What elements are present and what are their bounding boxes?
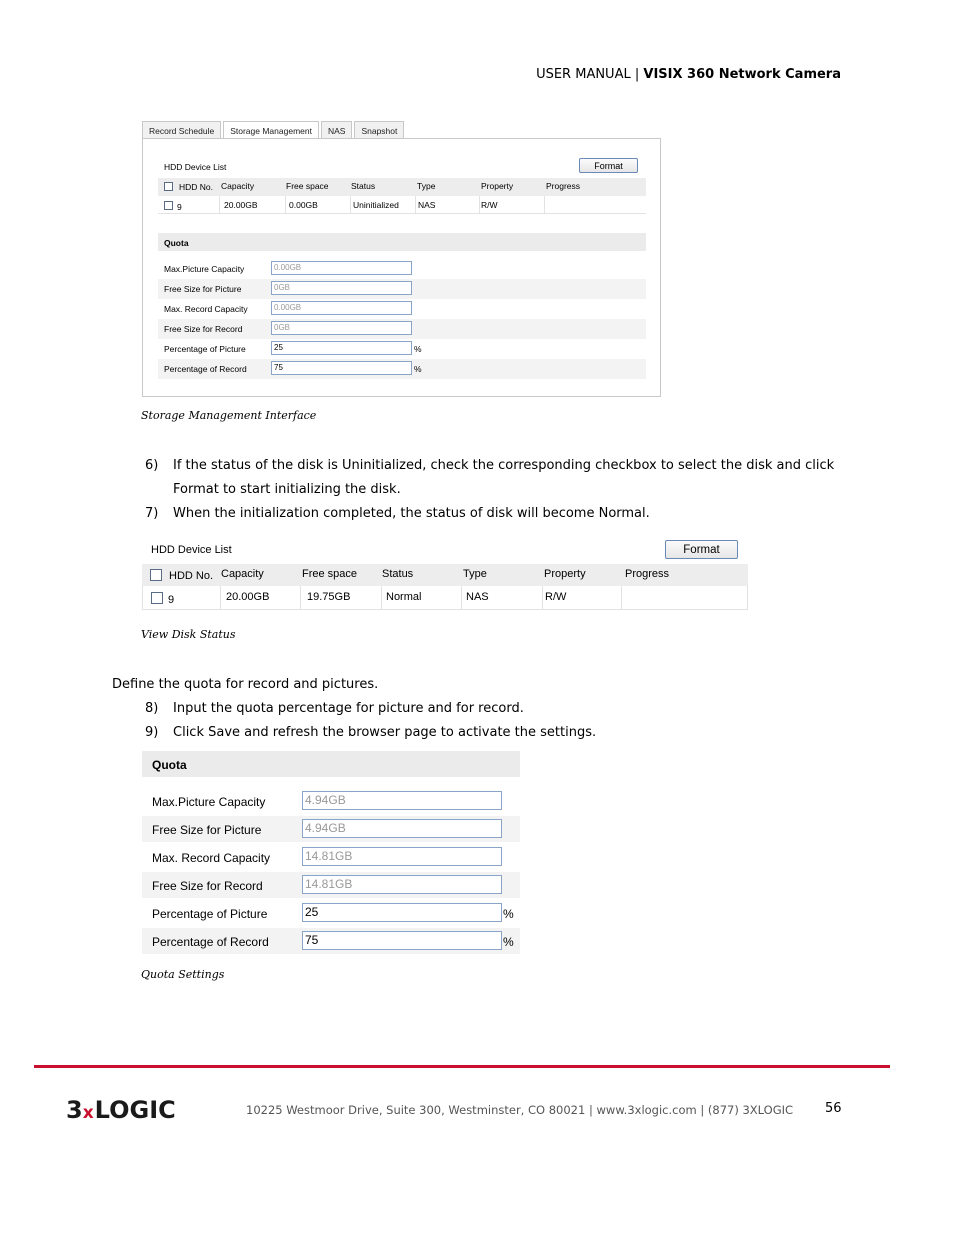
logo-x: x bbox=[82, 1103, 94, 1123]
quota-row bbox=[158, 259, 646, 279]
hdd-row-checkbox[interactable] bbox=[164, 201, 173, 210]
row-capacity: 20.00GB bbox=[226, 591, 270, 603]
row-type: NAS bbox=[418, 200, 436, 210]
quota-row bbox=[158, 319, 646, 339]
quota-row bbox=[158, 359, 646, 379]
quota-label: Percentage of Record bbox=[164, 364, 247, 374]
logo-word: LOGIC bbox=[94, 1096, 176, 1124]
footer-divider bbox=[34, 1065, 890, 1068]
step-number: 6) bbox=[145, 458, 159, 473]
max-record-capacity-field[interactable]: 0.00GB bbox=[271, 301, 412, 315]
hdd-table-header bbox=[158, 178, 646, 196]
caption-view-disk-status: View Disk Status bbox=[141, 628, 236, 641]
quota-row bbox=[142, 928, 520, 954]
free-size-picture-field[interactable]: 4.94GB bbox=[302, 819, 502, 838]
max-picture-capacity-field[interactable]: 0.00GB bbox=[271, 261, 412, 275]
page-number: 56 bbox=[825, 1101, 842, 1116]
quota-label: Free Size for Record bbox=[152, 879, 263, 893]
quota-settings-panel bbox=[142, 751, 520, 954]
hdd-table-header bbox=[142, 564, 748, 586]
max-picture-capacity-field[interactable]: 4.94GB bbox=[302, 791, 502, 810]
quota-row bbox=[142, 816, 520, 842]
step-number: 7) bbox=[145, 506, 159, 521]
quota-intro: Define the quota for record and pictures. bbox=[112, 677, 379, 692]
max-record-capacity-field[interactable]: 14.81GB bbox=[302, 847, 502, 866]
quota-label: Max.Picture Capacity bbox=[152, 795, 266, 809]
percent-unit: % bbox=[503, 907, 514, 921]
storage-tabs bbox=[142, 121, 406, 139]
page-header bbox=[536, 67, 841, 82]
quota-row bbox=[142, 844, 520, 870]
col-free-space: Free space bbox=[286, 181, 329, 191]
free-size-record-field[interactable]: 0GB bbox=[271, 321, 412, 335]
quota-label: Free Size for Picture bbox=[164, 284, 242, 294]
quota-row bbox=[142, 872, 520, 898]
row-type: NAS bbox=[466, 591, 489, 603]
quota-section-title: Quota bbox=[158, 233, 646, 251]
company-logo bbox=[66, 1096, 176, 1124]
quota-label: Percentage of Picture bbox=[152, 907, 268, 921]
col-capacity: Capacity bbox=[221, 568, 264, 580]
free-size-record-field[interactable]: 14.81GB bbox=[302, 875, 502, 894]
quota-label: Max.Picture Capacity bbox=[164, 264, 245, 274]
tab-nas[interactable]: NAS bbox=[321, 121, 352, 139]
tab-storage-management[interactable]: Storage Management bbox=[223, 121, 319, 140]
row-status: Normal bbox=[386, 591, 422, 603]
tab-snapshot[interactable]: Snapshot bbox=[354, 121, 404, 139]
step-text: Click Save and refresh the browser page to activate the settings. bbox=[173, 725, 597, 740]
row-capacity: 20.00GB bbox=[224, 200, 258, 210]
row-property: R/W bbox=[481, 200, 498, 210]
quota-label: Percentage of Record bbox=[152, 935, 269, 949]
format-button[interactable]: Format bbox=[579, 158, 638, 173]
col-capacity: Capacity bbox=[221, 181, 255, 191]
quota-section-title: Quota bbox=[142, 751, 520, 777]
col-status: Status bbox=[351, 181, 376, 191]
quota-label: Free Size for Record bbox=[164, 324, 243, 334]
row-free-space: 0.00GB bbox=[289, 200, 318, 210]
row-property: R/W bbox=[545, 591, 567, 603]
step-number: 8) bbox=[145, 701, 159, 716]
col-property: Property bbox=[481, 181, 514, 191]
percent-unit: % bbox=[414, 364, 422, 374]
header-separator: | bbox=[634, 67, 640, 82]
header-prefix: USER MANUAL bbox=[536, 67, 631, 82]
quota-label: Max. Record Capacity bbox=[152, 851, 271, 865]
hdd-device-list-panel bbox=[142, 537, 748, 610]
percentage-picture-input[interactable]: 25 bbox=[271, 341, 412, 355]
col-property: Property bbox=[544, 568, 586, 580]
caption-quota-settings: Quota Settings bbox=[141, 968, 225, 981]
table-row bbox=[142, 586, 748, 610]
col-hdd-no: HDD No. bbox=[169, 570, 214, 582]
tab-record-schedule[interactable]: Record Schedule bbox=[142, 121, 221, 139]
caption-storage-management: Storage Management Interface bbox=[141, 409, 317, 422]
col-progress: Progress bbox=[625, 568, 670, 580]
quota-row bbox=[158, 339, 646, 359]
select-all-checkbox[interactable] bbox=[164, 182, 173, 191]
hdd-row-checkbox[interactable] bbox=[151, 592, 163, 604]
col-type: Type bbox=[417, 181, 436, 191]
quota-row bbox=[142, 900, 520, 926]
percentage-picture-input[interactable]: 25 bbox=[302, 903, 502, 922]
quota-row bbox=[158, 299, 646, 319]
header-product: VISIX 360 Network Camera bbox=[643, 67, 841, 82]
col-progress: Progress bbox=[546, 181, 581, 191]
hdd-device-list-title: HDD Device List bbox=[151, 544, 232, 556]
percentage-record-input[interactable]: 75 bbox=[302, 931, 502, 950]
row-free-space: 19.75GB bbox=[307, 591, 351, 603]
percent-unit: % bbox=[503, 935, 514, 949]
storage-management-panel bbox=[142, 138, 661, 397]
row-status: Uninitialized bbox=[353, 200, 399, 210]
quota-label: Percentage of Picture bbox=[164, 344, 246, 354]
col-status: Status bbox=[382, 568, 414, 580]
quota-label: Max. Record Capacity bbox=[164, 304, 248, 314]
col-type: Type bbox=[463, 568, 487, 580]
step-text-continued: Format to start initializing the disk. bbox=[173, 482, 401, 497]
footer-address: 10225 Westmoor Drive, Suite 300, Westminster, CO 80021 | www.3xlogic.com | (877) 3XLOGIC bbox=[246, 1103, 794, 1117]
logo-3: 3 bbox=[66, 1096, 82, 1124]
step-text: When the initialization completed, the status of disk will become Normal. bbox=[173, 506, 650, 521]
select-all-checkbox[interactable] bbox=[150, 569, 162, 581]
quota-label: Free Size for Picture bbox=[152, 823, 262, 837]
table-row bbox=[158, 196, 646, 214]
hdd-device-list-title: HDD Device List bbox=[164, 162, 227, 172]
step-text: Input the quota percentage for picture and for record. bbox=[173, 701, 524, 716]
step-number: 9) bbox=[145, 725, 159, 740]
quota-row bbox=[142, 788, 520, 814]
free-size-picture-field[interactable]: 0GB bbox=[271, 281, 412, 295]
percent-unit: % bbox=[414, 344, 422, 354]
col-hdd-no: HDD No. bbox=[179, 182, 214, 192]
quota-row bbox=[158, 279, 646, 299]
row-hdd-no: 9 bbox=[168, 594, 175, 606]
format-button[interactable]: Format bbox=[665, 540, 738, 559]
col-free-space: Free space bbox=[302, 568, 358, 580]
percentage-record-input[interactable]: 75 bbox=[271, 361, 412, 375]
row-hdd-no: 9 bbox=[177, 202, 182, 212]
step-text: If the status of the disk is Uninitialized, check the corresponding checkbox to select the disk and click bbox=[173, 458, 835, 473]
